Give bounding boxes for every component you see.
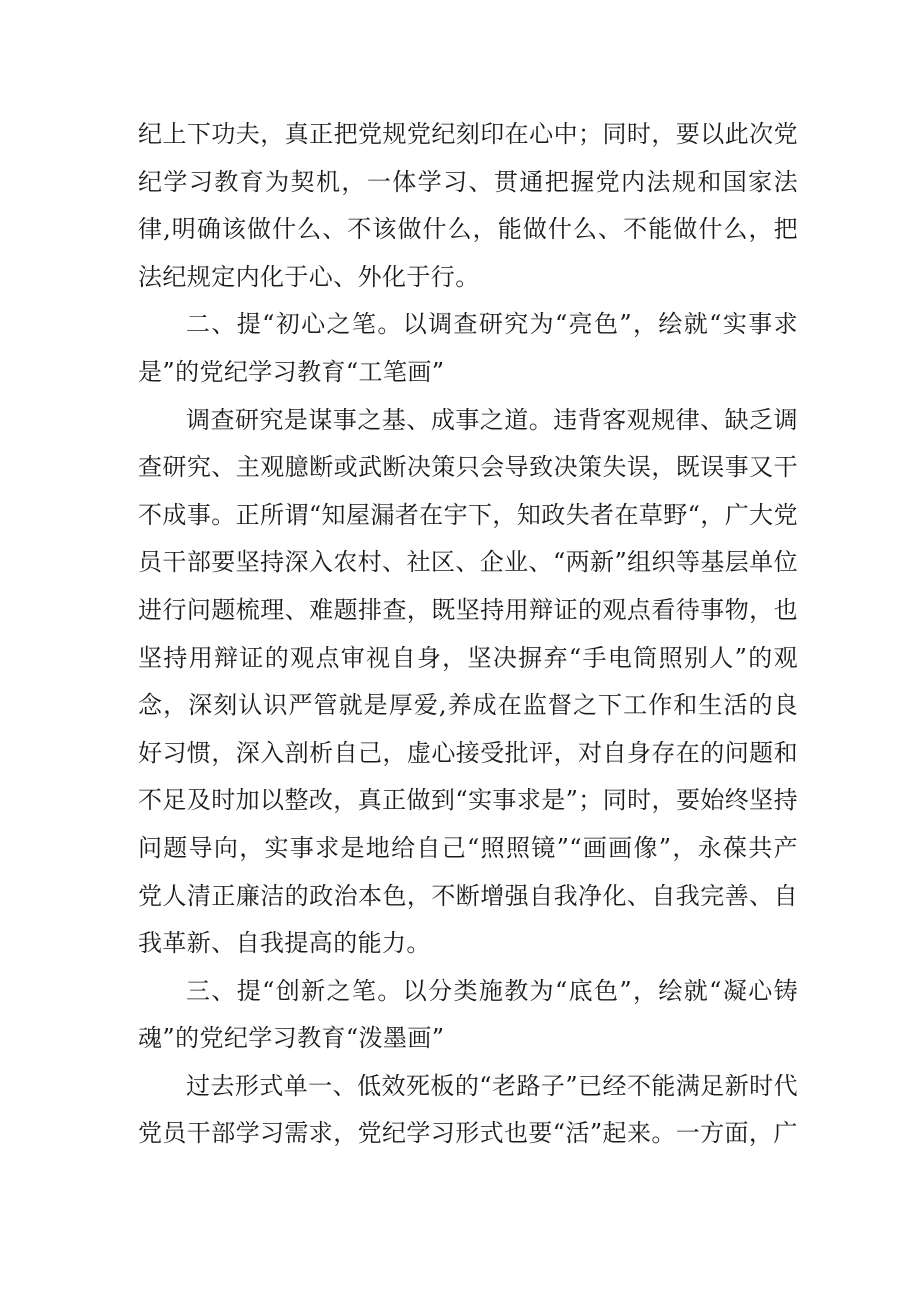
document-body [138,111,798,1158]
section-heading-2: 二、提“初心之笔。以调查研究为“亮色”，绘就“实事求是”的党纪学习教育“工笔画” [138,310,798,386]
body-paragraph: 过去形式单一、低效死板的“老路子”已经不能满足新时代党员干部学习需求，党纪学习形式也要“活”起来。一方面，广 [138,1071,798,1148]
body-paragraph: 调查研究是谋事之基、成事之道。违背客观规律、缺乏调查研究、主观臆断或武断决策只会导致决策失误，既误事又干不成事。正所谓“知屋漏者在宇下，知政失者在草野“，广大党员干部要坚持深入农村、社区、企业、“两新”组织等基层单位进行问题梳理、难题排查，既坚持用辩证的观点看待事物，也坚持用辩证的观点审视自身，坚决摒弃“手电筒照别人”的观念，深刻认识严管就是厚爱,养成在监督之下工作和生活的良好习惯，深入剖析自己，虚心接受批评，对自身存在的问题和不足及时加以整改，真正做到“实事求是”；同时，要始终坚持问题导向，实事求是地给自己“照照镜”“画画像”，永葆共产党人清正廉洁的政治本色，不断增强自我净化、自我完善、自我革新、自我提高的能力。 [138,405,798,958]
body-paragraph: 纪上下功夫，真正把党规党纪刻印在心中；同时，要以此次党纪学习教育为契机，一体学习、贯通把握党内法规和国家法律,明确该做什么、不该做什么，能做什么、不能做什么，把法纪规定内化于心、外化于行。 [138,120,798,291]
section-heading-3: 三、提“创新之笔。以分类施教为“底色”，绘就“凝心铸魂”的党纪学习教育“泼墨画” [138,976,798,1053]
